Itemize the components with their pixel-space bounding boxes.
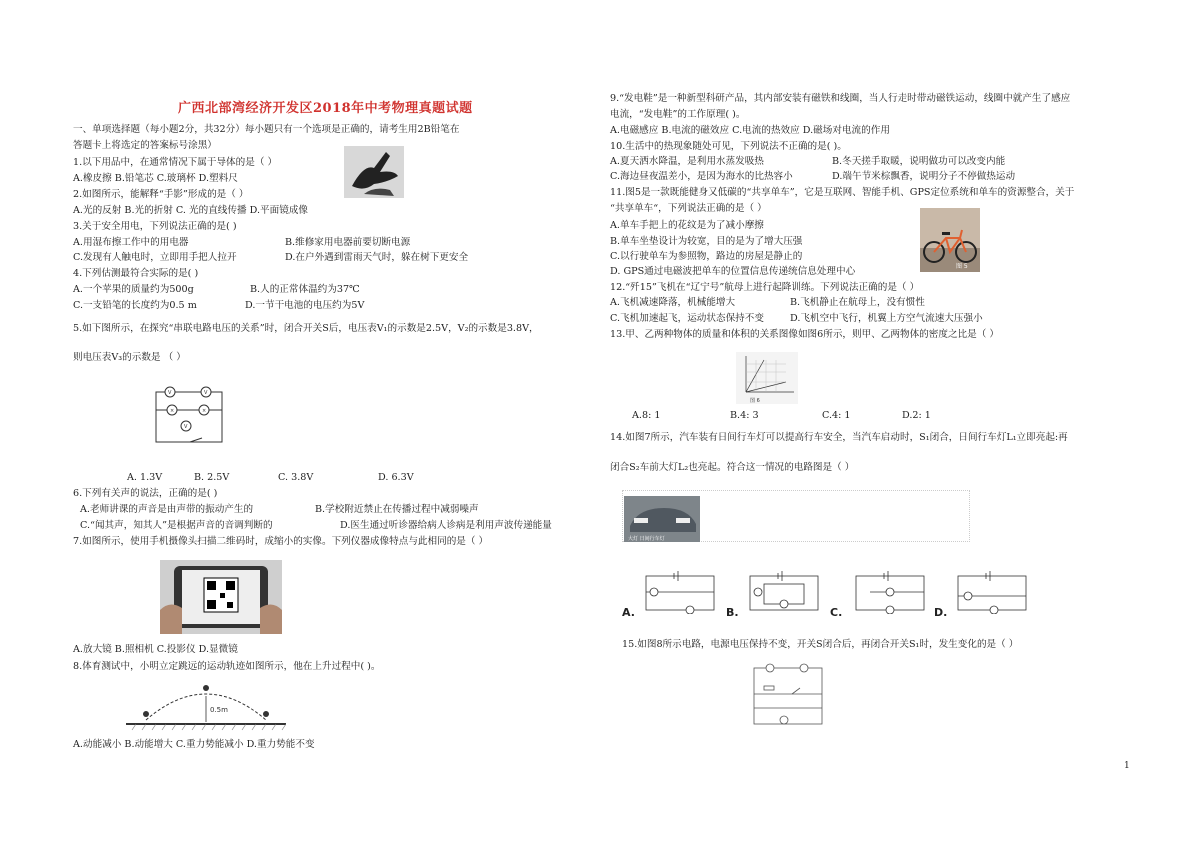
q13-option-d: D.2: 1 (902, 410, 931, 421)
q2-options: A.光的反射 B.光的折射 C. 光的直线传播 D.平面镜成像 (73, 205, 309, 216)
q14-circuit-c (850, 568, 928, 614)
q10-option-a: A.夏天洒水降温，是利用水蒸发吸热 (610, 156, 764, 167)
fig6-label: 图 6 (750, 398, 760, 404)
q8-options: A.动能减小 B.动能增大 C.重力势能减小 D.重力势能不变 (73, 739, 315, 750)
q6-option-b: B.学校附近禁止在传播过程中减弱噪声 (315, 504, 479, 515)
q11-option-d: D. GPS通过电磁波把单车的位置信息传递统信息处理中心 (610, 266, 856, 277)
q13-option-c: C.4: 1 (822, 410, 851, 421)
q4-stem: 4.下列估测最符合实际的是( ) (73, 268, 199, 279)
svg-text:V: V (184, 424, 188, 430)
svg-text:V: V (168, 390, 172, 396)
q6-option-a: A.老师讲课的声音是由声带的振动产生的 (80, 504, 254, 515)
q3-option-c: C.发现有人触电时，立即用手把人拉开 (73, 252, 237, 263)
page-title: 广西北部湾经济开发区2018年中考物理真题试题 (178, 101, 473, 116)
q13-stem: 13.甲、乙两种物体的质量和体积的关系图像如图6所示，则甲、乙两物体的密度之比是（ ） (610, 329, 999, 340)
q14-circuit-b (744, 568, 822, 614)
jump-height-label: 0.5m (210, 706, 228, 714)
svg-text:V: V (204, 390, 208, 396)
q1-stem: 1.以下用品中，在通常情况下属于导体的是（ ） (73, 157, 278, 168)
q10-option-d: D.端午节米棕飘香，说明分子不停做热运动 (832, 171, 1016, 182)
q9-stem-line1: 9.“发电鞋”是一种新型科研产品，其内部安装有磁铁和线圈，当人行走时带动磁铁运动，线圈中就产生了感应 (610, 93, 1071, 104)
q5-circuit-diagram (150, 380, 230, 450)
q11-stem-line1: 11.图5是一款既能健身又低碳的“共享单车”，它是互联网、智能手机、GPS定位系统和单车的资源整合，关于 (610, 187, 1075, 198)
q4-option-c: C.一支铅笔的长度约为0.5 m (73, 300, 197, 311)
q15-stem: 15.如图8所示电路，电源电压保持不变，开关S闭合后，再闭合开关S₁时，发生变化的是（ ） (622, 639, 1019, 650)
q2-stem: 2.如图所示，能解释“手影”形成的是（ ） (73, 189, 249, 200)
q7-stem: 7.如图所示，使用手机摄像头扫描二维码时，成缩小的实像。下列仪器成像特点与此相同的是（ ） (73, 536, 489, 547)
q11-option-a: A.单车手把上的花纹是为了减小摩擦 (610, 220, 764, 231)
q10-option-c: C.海边昼夜温差小，是因为海水的比热容小 (610, 171, 793, 182)
q12-option-b: B.飞机静止在航母上，没有惯性 (790, 297, 925, 308)
q14-stem-line2: 闭合S₂车前大灯L₂也亮起。符合这一情况的电路图是（ ） (610, 462, 855, 473)
q9-options: A.电磁感应 B.电流的磁效应 C.电流的热效应 D.磁场对电流的作用 (610, 125, 890, 136)
q13-option-b: B.4: 3 (730, 410, 759, 421)
q5-stem-line1: 5.如下图所示，在探究“串联电路电压的关系”时，闭合开关S后，电压表V₁的示数是2.5V，V₂的示数是3.8V， (73, 323, 539, 334)
q10-stem: 10.生活中的热现象随处可见，下列说法不正确的是( )。 (610, 141, 847, 152)
q14-stem-line1: 14.如图7所示，汽车装有日间行车灯可以提高行车安全，当汽车启动时，S₁闭合，日间行车灯L₁立即亮起:再 (610, 432, 1068, 443)
q4-option-a: A.一个苹果的质量约为500g (73, 284, 194, 295)
car-image (624, 496, 700, 542)
shared-bike-image (920, 208, 980, 272)
q3-option-a: A.用湿布擦工作中的用电器 (73, 237, 189, 248)
section-heading: 一、单项选择题（每小题2分，共32分）每小题只有一个选项是正确的，请考生用2B铅笔在 (73, 124, 460, 135)
page-number: 1 (1124, 761, 1130, 771)
q4-option-d: D.一节干电池的电压约为5V (245, 300, 365, 311)
q13-option-a: A.8: 1 (632, 410, 661, 421)
q4-option-b: B.人的正常体温约为37℃ (250, 284, 360, 295)
section-heading-2: 答题卡上将选定的答案标号涂黑） (73, 140, 217, 151)
q1-options: A.橡皮擦 B.铅笔芯 C.玻璃杯 D.塑料尺 (73, 173, 238, 184)
svg-text:×: × (170, 408, 175, 414)
long-jump-diagram (126, 676, 286, 736)
q11-option-c: C.以行驶单车为参照物，路边的房屋是静止的 (610, 251, 803, 262)
q14-option-a: A. (622, 606, 635, 619)
q7-options: A.放大镜 B.照相机 C.投影仪 D.显微镜 (73, 644, 238, 655)
qr-phone-image (160, 560, 282, 634)
q14-circuit-d (952, 568, 1030, 614)
density-graph (736, 352, 798, 404)
q5-stem-line2: 则电压表V₃的示数是 （ ） (73, 352, 186, 363)
fig7-label: 大灯 日间行车灯 (628, 536, 665, 542)
q12-option-d: D.飞机空中飞行，机翼上方空气流速大压强小 (790, 313, 983, 324)
q14-option-d: D. (934, 606, 948, 619)
q14-option-c: C. (830, 606, 843, 619)
q11-option-b: B.单车坐垫设计为较宽，目的是为了增大压强 (610, 236, 803, 247)
q12-stem: 12.“歼15”飞机在“辽宁号”航母上进行起降训练。下列说法正确的是（ ） (610, 282, 920, 293)
q14-circuit-a (640, 568, 718, 614)
q6-option-c: C.“闻其声，知其人”是根据声音的音调判断的 (80, 520, 273, 531)
q15-circuit-diagram (748, 660, 828, 736)
q8-stem: 8.体育测试中，小明立定跳远的运动轨迹如图所示，他在上升过程中( )。 (73, 661, 381, 672)
q5-option-a: A. 1.3V (127, 472, 163, 483)
q3-stem: 3.关于安全用电，下列说法正确的是( ) (73, 221, 237, 232)
q5-option-c: C. 3.8V (278, 472, 314, 483)
q9-stem-line2: 电流，“发电鞋”的工作原理( )。 (610, 109, 746, 120)
q5-option-d: D. 6.3V (378, 472, 414, 483)
q14-option-b: B. (726, 606, 739, 619)
q3-option-d: D.在户外遇到雷雨天气时，躲在树下更安全 (285, 252, 469, 263)
q12-option-c: C.飞机加速起飞，运动状态保持不变 (610, 313, 764, 324)
q11-stem-line2: “共享单车“，下列说法正确的是（ ） (610, 203, 767, 214)
fig5-label: 图 5 (956, 263, 968, 270)
q5-option-b: B. 2.5V (194, 472, 230, 483)
hand-shadow-image (344, 146, 404, 198)
q12-option-a: A.飞机减速降落，机械能增大 (610, 297, 736, 308)
q3-option-b: B.维修家用电器前要切断电源 (285, 237, 411, 248)
q6-option-d: D.医生通过听诊器给病人诊病是利用声波传递能量 (340, 520, 552, 531)
q6-stem: 6.下列有关声的说法，正确的是( ) (73, 488, 218, 499)
q10-option-b: B.冬天搓手取暖，说明做功可以改变内能 (832, 156, 1006, 167)
svg-text:×: × (202, 408, 207, 414)
